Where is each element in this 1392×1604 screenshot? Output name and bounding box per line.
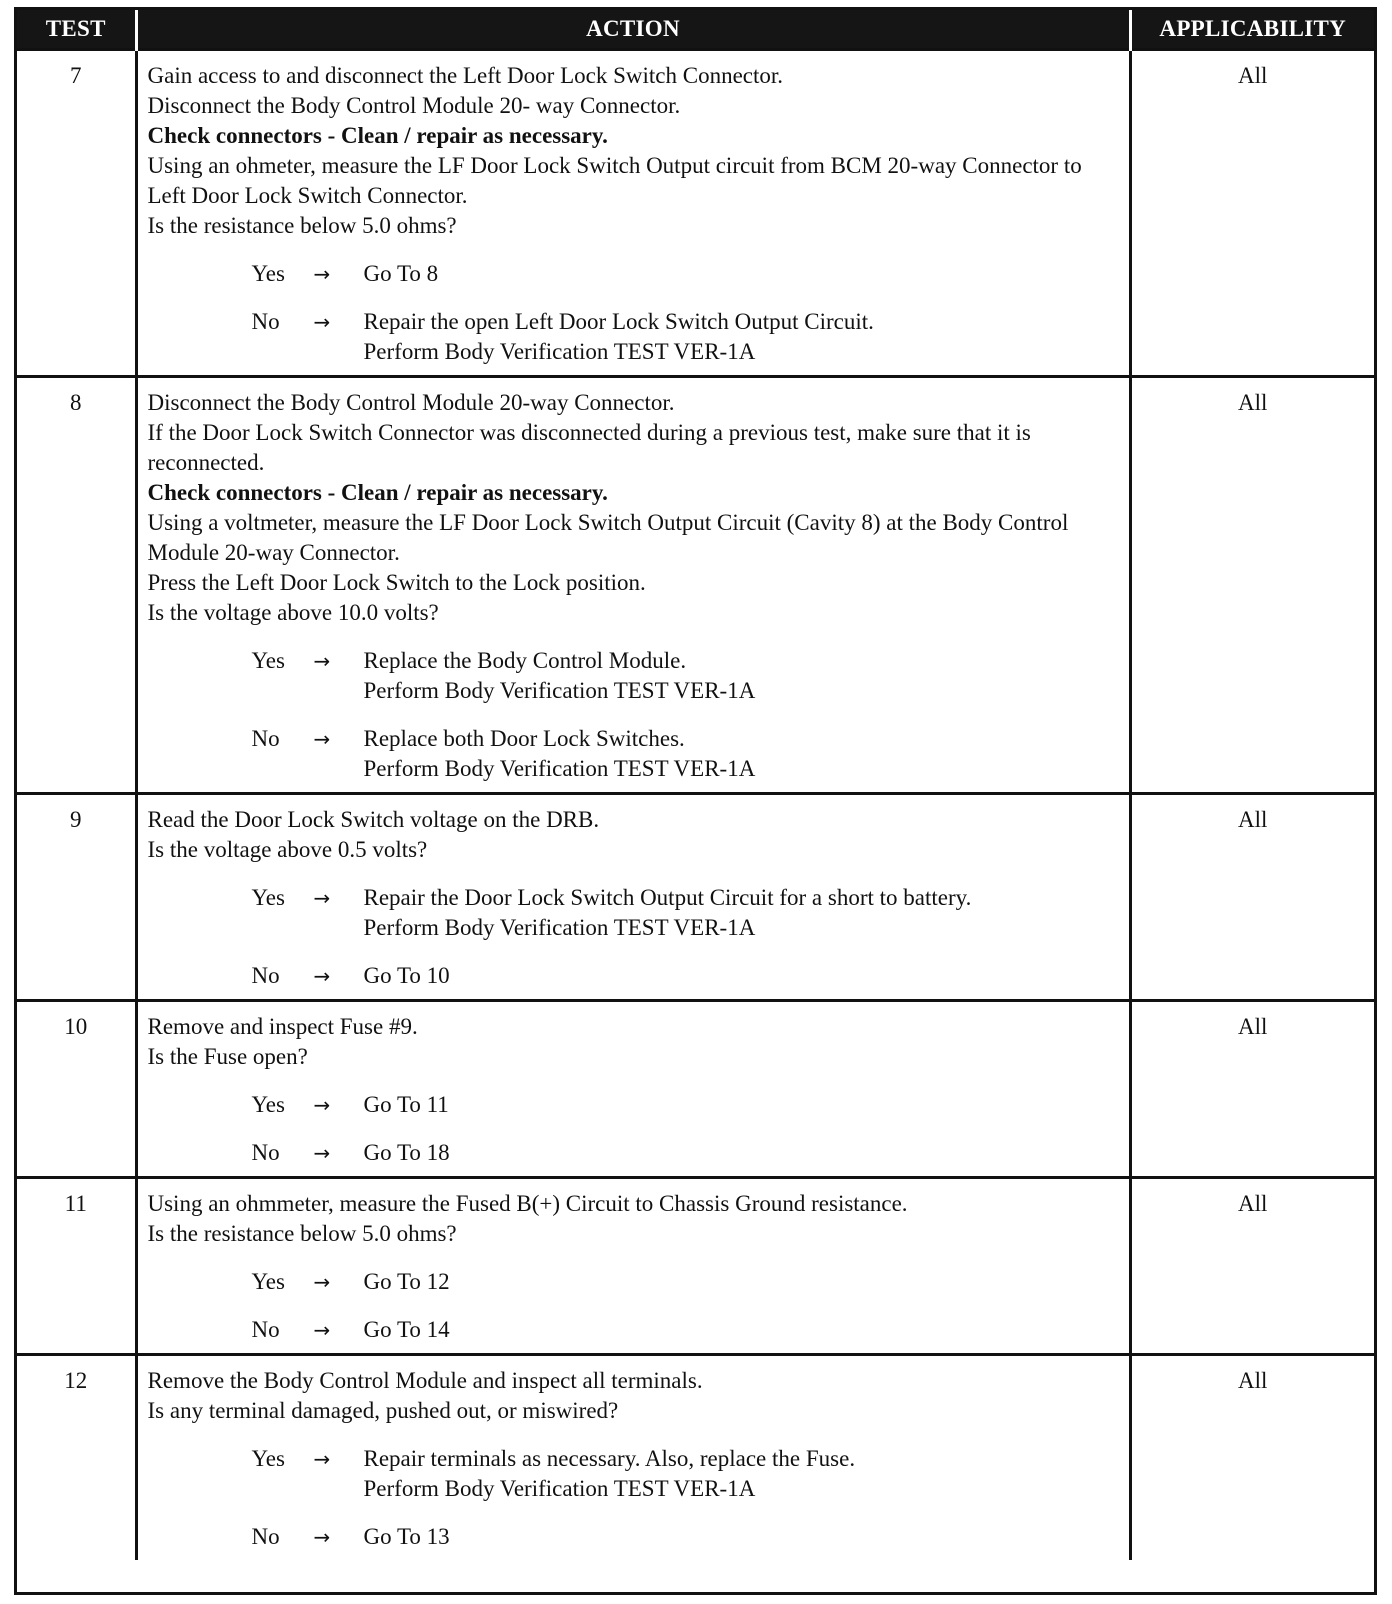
outcome-no [252, 961, 1121, 991]
outcome-line: Perform Body Verification TEST VER-1A [363, 915, 756, 940]
outcome-label: Yes [251, 885, 285, 910]
outcome-line: Go To 8 [363, 261, 439, 286]
diagnostic-table [17, 10, 1374, 1560]
outcome-no [252, 1138, 1121, 1168]
outcome-label: Yes [251, 1269, 285, 1294]
arrow-right-icon: → [313, 1093, 331, 1117]
outcome-yes [252, 1267, 1121, 1297]
outcome-line: Go To 18 [363, 1140, 450, 1165]
action-instruction: Using an ohmmeter, measure the Fused B(+) Circuit to Chassis Ground resistance. [147, 1191, 908, 1216]
outcome-label: Yes [251, 1092, 285, 1117]
outcome-line: Perform Body Verification TEST VER-1A [363, 1476, 756, 1501]
action-cell [136, 794, 1130, 1001]
arrow-right-icon: → [313, 886, 331, 910]
test-number: 10 [17, 1001, 136, 1178]
outcome-label: Yes [251, 648, 285, 673]
table-row [17, 50, 1374, 377]
outcome-no [252, 1315, 1121, 1345]
outcome-text [364, 259, 1121, 289]
outcome-line: Replace the Body Control Module. [363, 648, 687, 673]
applicability-cell: All [1130, 377, 1374, 794]
outcome-no [252, 724, 1121, 784]
outcome-text [364, 961, 1121, 991]
header-action: ACTION [136, 10, 1130, 50]
header-test: TEST [17, 10, 136, 50]
action-instruction: Is the resistance below 5.0 ohms? [147, 1221, 457, 1246]
action-instruction: Is the Fuse open? [147, 1044, 308, 1069]
applicability-cell: All [1130, 1001, 1374, 1178]
outcome-label: No [251, 1524, 280, 1549]
outcome-text [364, 1522, 1121, 1552]
table-body [17, 50, 1374, 1561]
action-cell [136, 1355, 1130, 1561]
action-instruction: Press the Left Door Lock Switch to the Lock position. [147, 570, 646, 595]
outcome-yes [252, 1444, 1121, 1504]
header-row [17, 10, 1374, 50]
outcome-text [364, 724, 1121, 784]
action-instruction: Using an ohmeter, measure the LF Door Lock Switch Output circuit from BCM 20-way Connector to Left Door Lock Switch Connector. [147, 153, 1088, 208]
test-number: 8 [17, 377, 136, 794]
outcome-yes [252, 646, 1121, 706]
outcome-text [364, 1315, 1121, 1345]
action-cell [136, 1001, 1130, 1178]
arrow-right-icon: → [313, 1141, 331, 1165]
applicability-cell: All [1130, 794, 1374, 1001]
action-instruction: Is the resistance below 5.0 ohms? [147, 213, 457, 238]
action-instruction: Gain access to and disconnect the Left Door Lock Switch Connector. [147, 63, 784, 88]
action-instruction: Read the Door Lock Switch voltage on the DRB. [147, 807, 600, 832]
arrow-right-icon: → [313, 1447, 331, 1471]
outcome-text [364, 1444, 1121, 1504]
outcome-text [364, 883, 1121, 943]
arrow-right-icon: → [313, 310, 331, 334]
action-instruction: Is any terminal damaged, pushed out, or miswired? [147, 1398, 619, 1423]
arrow-right-icon: → [313, 1318, 331, 1342]
action-instruction-bold: Check connectors - Clean / repair as necessary. [147, 123, 608, 148]
outcome-line: Go To 13 [363, 1524, 450, 1549]
applicability-cell: All [1130, 50, 1374, 377]
outcome-text [364, 307, 1121, 367]
outcome-line: Go To 12 [363, 1269, 450, 1294]
outcome-text [364, 1138, 1121, 1168]
action-instruction: Is the voltage above 10.0 volts? [147, 600, 439, 625]
action-instruction: Disconnect the Body Control Module 20- way Connector. [147, 93, 681, 118]
action-instruction-bold: Check connectors - Clean / repair as necessary. [147, 480, 608, 505]
outcome-label: No [251, 1317, 280, 1342]
action-instruction: Using a voltmeter, measure the LF Door Lock Switch Output Circuit (Cavity 8) at the Body Control Module 20-way Connector. [147, 510, 1075, 565]
diagnostic-table-page [14, 7, 1377, 1595]
outcome-yes [252, 259, 1121, 289]
outcome-yes [252, 1090, 1121, 1120]
arrow-right-icon: → [313, 964, 331, 988]
action-cell [136, 1178, 1130, 1355]
outcome-line: Perform Body Verification TEST VER-1A [363, 339, 756, 364]
action-instruction: Remove the Body Control Module and inspect all terminals. [147, 1368, 703, 1393]
outcome-label: No [251, 309, 280, 334]
table-row [17, 1178, 1374, 1355]
test-number: 12 [17, 1355, 136, 1561]
outcome-line: Replace both Door Lock Switches. [363, 726, 685, 751]
outcome-label: No [251, 963, 280, 988]
action-instruction: Disconnect the Body Control Module 20-way Connector. [147, 390, 675, 415]
outcome-text [364, 1090, 1121, 1120]
outcome-no [252, 307, 1121, 367]
outcome-label: Yes [251, 261, 285, 286]
outcome-line: Go To 11 [363, 1092, 449, 1117]
arrow-right-icon: → [313, 1525, 331, 1549]
outcome-line: Repair the open Left Door Lock Switch Output Circuit. [363, 309, 874, 334]
applicability-cell: All [1130, 1178, 1374, 1355]
action-instruction: If the Door Lock Switch Connector was disconnected during a previous test, make sure that it is reconnected. [147, 420, 1037, 475]
outcome-line: Repair terminals as necessary. Also, replace the Fuse. [363, 1446, 856, 1471]
outcome-text [364, 646, 1121, 706]
outcome-label: No [251, 1140, 280, 1165]
outcome-line: Perform Body Verification TEST VER-1A [363, 678, 756, 703]
arrow-right-icon: → [313, 262, 331, 286]
table-row [17, 377, 1374, 794]
outcome-no [252, 1522, 1121, 1552]
arrow-right-icon: → [313, 1270, 331, 1294]
outcome-yes [252, 883, 1121, 943]
test-number: 7 [17, 50, 136, 377]
arrow-right-icon: → [313, 649, 331, 673]
header-applicability: APPLICABILITY [1130, 10, 1374, 50]
outcome-line: Perform Body Verification TEST VER-1A [363, 756, 756, 781]
test-number: 11 [17, 1178, 136, 1355]
outcome-label: Yes [251, 1446, 285, 1471]
action-cell [136, 50, 1130, 377]
table-row [17, 1355, 1374, 1561]
outcome-line: Repair the Door Lock Switch Output Circuit for a short to battery. [363, 885, 972, 910]
action-instruction: Remove and inspect Fuse #9. [147, 1014, 418, 1039]
action-instruction: Is the voltage above 0.5 volts? [147, 837, 428, 862]
outcome-line: Go To 14 [363, 1317, 450, 1342]
outcome-line: Go To 10 [363, 963, 450, 988]
table-row [17, 794, 1374, 1001]
outcome-text [364, 1267, 1121, 1297]
test-number: 9 [17, 794, 136, 1001]
table-row [17, 1001, 1374, 1178]
applicability-cell: All [1130, 1355, 1374, 1561]
arrow-right-icon: → [313, 727, 331, 751]
outcome-label: No [251, 726, 280, 751]
action-cell [136, 377, 1130, 794]
